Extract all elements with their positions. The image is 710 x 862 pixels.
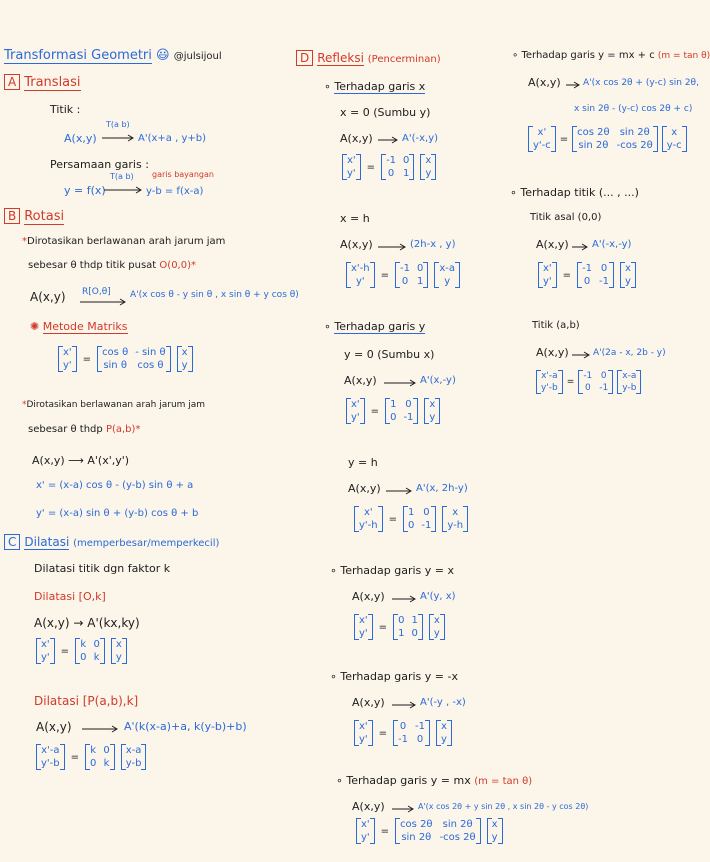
refleksi-y-title: Terhadap garis y — [334, 320, 426, 333]
section-a-title: Translasi — [24, 75, 81, 90]
matrix-entry: -1 — [583, 371, 593, 381]
refleksi-titik-asal: Titik asal (0,0) — [530, 212, 602, 223]
matrix-dilation — [85, 744, 115, 770]
refleksi-titik-asal-rhs: A'(-x,-y) — [592, 239, 632, 250]
matrix-reflection — [578, 370, 613, 394]
matrix-entry: y — [491, 832, 498, 843]
matrix-entry: -1 — [403, 412, 414, 423]
refleksi-ymxc-heading: ∘ Terhadap garis y = mx + c (m = tan θ) — [512, 50, 710, 61]
matrix-entry: y'-b — [541, 383, 558, 393]
refleksi-titik-ab-rhs: A'(2a - x, 2b - y) — [593, 348, 666, 358]
matrix-vector — [617, 370, 641, 394]
matrix-entry: 0 — [600, 371, 607, 381]
matrix-entry: sin θ — [103, 360, 127, 371]
matrix-entry: 0 — [584, 383, 591, 393]
matrix-entry: cos 2θ — [400, 819, 433, 830]
matrix-entry: 0 — [405, 399, 412, 410]
matrix-vector — [420, 154, 436, 180]
matrix-entry: 0 — [103, 745, 110, 756]
matrix-entry: -1 — [421, 520, 432, 531]
matrix-entry: x' — [63, 347, 72, 358]
matrix-reflection — [393, 720, 430, 746]
section-d-heading — [296, 50, 441, 66]
rotasi-rhs: A'(x cos θ - y sin θ , x sin θ + y cos θ) — [130, 290, 299, 300]
refleksi-ynx-title: Terhadap garis y = -x — [340, 670, 458, 683]
equals-sign: = — [378, 727, 388, 739]
refleksi-ymxc-matrix — [528, 126, 687, 152]
refleksi-x-matrix2 — [346, 262, 460, 288]
refleksi-y-heading: ∘ Terhadap garis y — [324, 320, 426, 333]
matrix-reflection — [395, 818, 481, 844]
refleksi-ymx-rhs: A'(x cos 2θ + y sin 2θ , x sin 2θ - y cos 2θ) — [418, 802, 589, 811]
refleksi-ymx-title: Terhadap garis y = mx — [346, 774, 471, 787]
matrix-entry: y' — [361, 832, 370, 843]
matrix-entry: y'-c — [533, 140, 551, 151]
refleksi-yx-heading: ∘ Terhadap garis y = x — [330, 564, 455, 577]
refleksi-ymxc-rhs-1: A'(x cos 2θ + (y-c) sin 2θ, — [583, 78, 699, 88]
section-d-box: D — [296, 50, 313, 66]
refleksi-ynx-lhs: A(x,y) — [352, 696, 385, 709]
matrix-entry: x' — [351, 399, 360, 410]
matrix-entry: y — [115, 652, 122, 663]
matrix-entry: -1 — [599, 383, 609, 393]
refleksi-y-map1-lhs: A(x,y) — [344, 374, 377, 387]
matrix-reflection — [385, 398, 418, 424]
matrix-entry: y — [425, 168, 432, 179]
matrix-entry: y' — [347, 168, 356, 179]
matrix-entry: x-a — [439, 263, 456, 274]
matrix-entry: 0 — [583, 276, 591, 287]
matrix-rotation — [97, 346, 171, 372]
refleksi-x-map2-lhs: A(x,y) — [340, 238, 373, 251]
matrix-lhs — [342, 154, 361, 180]
refleksi-x-map1-rhs: A'(-x,y) — [402, 133, 439, 144]
matrix-dilation — [75, 638, 105, 664]
arrow-icon — [392, 805, 416, 813]
arrow-icon — [102, 134, 136, 142]
rotasi-arrow-label: R[O,θ] — [82, 287, 111, 297]
rotasi-line-1-text: Dirotasikan berlawanan arah jarum jam — [27, 236, 226, 247]
matrix-reflection — [577, 262, 614, 288]
rotasi-line-4: sebesar θ thdp P(a,b)* — [28, 424, 141, 435]
equals-sign: = — [378, 621, 388, 633]
refleksi-y-map1-rhs: A'(x,-y) — [420, 375, 456, 386]
matrix-entry: 0 — [423, 507, 430, 518]
translasi-titik-lhs: A(x,y) — [64, 132, 97, 145]
matrix-vector — [177, 346, 193, 372]
metode-matriks-title: Metode Matriks — [42, 320, 128, 333]
matrix-entry: 0 — [600, 263, 608, 274]
rotasi-line-1: *Dirotasikan berlawanan arah jarum jam — [22, 236, 226, 247]
matrix-entry: 0 — [408, 520, 415, 531]
matrix-reflection — [393, 614, 423, 640]
equals-sign: = — [562, 269, 572, 281]
arrow-icon — [82, 725, 120, 733]
matrix-entry: 0 — [387, 168, 395, 179]
dilatasi-o-map: A(x,y) → A'(kx,ky) — [34, 616, 140, 630]
matrix-entry: 0 — [90, 758, 97, 769]
refleksi-y-matrix2 — [354, 506, 468, 532]
refleksi-titik-ab-matrix — [536, 370, 641, 394]
matrix-entry: x — [491, 819, 498, 830]
arrow-icon — [392, 595, 418, 603]
rotasi-center: O(0,0) — [159, 260, 191, 271]
equals-sign: = — [388, 513, 398, 525]
refleksi-x-map2-rhs: (2h-x , y) — [410, 239, 456, 250]
matrix-entry: y — [444, 276, 451, 287]
equals-sign: = — [82, 353, 92, 365]
matrix-entry: x — [433, 615, 440, 626]
matrix-entry: -1 — [400, 263, 410, 274]
refleksi-x-matrix1 — [342, 154, 436, 180]
arrow-icon — [378, 243, 408, 251]
arrow-icon — [572, 243, 590, 251]
arrow-icon — [572, 351, 592, 359]
translasi-titik-arrow-label: T(a b) — [106, 120, 130, 129]
matrix-entry: x' — [359, 615, 368, 626]
refleksi-ymx-heading: ∘ Terhadap garis y = mx (m = tan θ) — [336, 774, 533, 787]
section-c-subtitle: (memperbesar/memperkecil) — [73, 538, 220, 549]
matrix-entry: y-h — [447, 520, 464, 531]
matrix-entry: x'-a — [541, 371, 558, 381]
matrix-entry: 1 — [411, 615, 418, 626]
refleksi-y-map2-lhs: A(x,y) — [348, 482, 381, 495]
rotasi-line-3: *Dirotasikan berlawanan arah jarum jam — [22, 400, 206, 410]
matrix-entry: x — [181, 347, 188, 358]
arrow-icon — [392, 701, 418, 709]
translasi-garis-arrow-label: T(a b) — [110, 172, 134, 181]
matrix-entry: cos 2θ — [577, 127, 610, 138]
rotasi-line-4-text: sebesar θ thdp — [28, 424, 103, 435]
refleksi-ynx-rhs: A'(-y , -x) — [420, 697, 466, 708]
matrix-vector — [442, 506, 468, 532]
matrix-vector — [434, 262, 460, 288]
matrix-entry: y' — [351, 412, 360, 423]
titik-label: Titik : — [50, 103, 81, 116]
refleksi-titik-ab-lhs: A(x,y) — [536, 346, 569, 359]
matrix-entry: x' — [361, 819, 370, 830]
equals-sign: = — [380, 825, 390, 837]
matrix-entry: 0 — [398, 615, 405, 626]
matrix-entry: sin 2θ — [619, 127, 650, 138]
refleksi-x-line1: x = 0 (Sumbu y) — [340, 106, 431, 119]
refleksi-x-line3: x = h — [340, 212, 370, 225]
matrix-entry: x' — [41, 639, 50, 650]
refleksi-ymxc-title: Terhadap garis y = mx + c — [521, 50, 655, 61]
section-a-heading — [4, 74, 81, 90]
matrix-entry: y' — [63, 360, 72, 371]
matrix-entry: x' — [359, 721, 368, 732]
matrix-lhs — [58, 346, 77, 372]
matrix-entry: 0 — [416, 734, 424, 745]
matrix-lhs — [354, 720, 373, 746]
equals-sign: = — [380, 269, 390, 281]
arrow-icon — [378, 136, 400, 144]
matrix-entry: y — [429, 412, 436, 423]
refleksi-ymx-matrix — [356, 818, 503, 844]
refleksi-ynx-heading: ∘ Terhadap garis y = -x — [330, 670, 458, 683]
matrix-entry: k — [90, 745, 97, 756]
matrix-entry: x — [671, 127, 678, 138]
matrix-entry: y — [181, 360, 188, 371]
refleksi-ynx-matrix — [354, 720, 452, 746]
refleksi-yx-matrix — [354, 614, 445, 640]
refleksi-titik-ab: Titik (a,b) — [532, 320, 580, 331]
dilatasi-p-matrix — [36, 744, 146, 770]
translasi-titik-rhs: A'(x+a , y+b) — [138, 133, 206, 144]
arrow-icon — [386, 487, 414, 495]
matrix-entry: -1 — [386, 155, 397, 166]
matrix-entry: -1 — [599, 276, 610, 287]
matrix-entry: 0 — [390, 412, 397, 423]
matrix-entry: y' — [359, 734, 368, 745]
rotasi-matrix — [58, 346, 193, 372]
refleksi-y-matrix1 — [346, 398, 440, 424]
refleksi-ymx-note: (m = tan θ) — [474, 776, 533, 787]
matrix-lhs — [528, 126, 556, 152]
matrix-entry: x — [441, 721, 447, 732]
title-text: Transformasi Geometri — [4, 48, 152, 63]
refleksi-x-heading: ∘ Terhadap garis x — [324, 80, 426, 93]
matrix-entry: x'-a — [41, 745, 60, 756]
section-b-heading — [4, 208, 64, 224]
rotasi-line-2-text: sebesar θ thdp titik pusat — [28, 260, 157, 271]
matrix-entry: x — [425, 155, 432, 166]
matrix-vector — [620, 262, 636, 288]
equals-sign: = — [559, 133, 569, 145]
equals-sign: = — [566, 377, 575, 387]
refleksi-yx-rhs: A'(y, x) — [420, 591, 456, 602]
matrix-entry: -1 — [415, 721, 426, 732]
matrix-entry: x — [115, 639, 122, 650]
rotasi-y-formula: y' = (x-a) sin θ + (y-b) cos θ + b — [36, 508, 199, 519]
matrix-vector — [121, 744, 147, 770]
matrix-entry: -1 — [582, 263, 593, 274]
equals-sign: = — [60, 645, 70, 657]
equals-sign: = — [370, 405, 380, 417]
matrix-entry: sin 2θ — [442, 819, 473, 830]
refleksi-ymxc-note: (m = tan θ) — [657, 51, 710, 61]
page-title — [4, 48, 222, 63]
refleksi-titik-heading: ∘ Terhadap titik (... , ...) — [510, 186, 639, 199]
section-b-box: B — [4, 208, 20, 224]
matrix-entry: -1 — [398, 734, 409, 745]
arrow-icon — [566, 81, 582, 89]
garis-bayangan-note: garis bayangan — [152, 170, 214, 179]
author-handle: @julsijoul — [173, 51, 222, 62]
rotasi-lhs: A(x,y) — [30, 290, 66, 304]
matrix-lhs — [354, 506, 383, 532]
matrix-entry: cos θ — [137, 360, 164, 371]
matrix-entry: x' — [347, 155, 356, 166]
matrix-entry: -cos 2θ — [439, 832, 476, 843]
matrix-entry: x-a — [125, 745, 142, 756]
translasi-garis-rhs: y-b = f(x-a) — [146, 186, 204, 197]
matrix-vector — [662, 126, 687, 152]
matrix-entry: sin 2θ — [401, 832, 432, 843]
rotasi-point: P(a,b) — [105, 424, 136, 435]
matrix-entry: y — [625, 276, 631, 287]
matrix-lhs — [346, 262, 375, 288]
refleksi-titik-asal-lhs: A(x,y) — [536, 238, 569, 251]
matrix-entry: y' — [355, 276, 365, 287]
matrix-entry: sin 2θ — [578, 140, 609, 151]
rotasi-line-3-text: Dirotasikan berlawanan arah jarum jam — [26, 400, 206, 410]
matrix-entry: k — [93, 652, 100, 663]
refleksi-y-map2-rhs: A'(x, 2h-y) — [416, 483, 468, 494]
refleksi-yx-title: Terhadap garis y = x — [340, 564, 455, 577]
rotasi-general-map: A(x,y) ⟶ A'(x',y') — [32, 454, 130, 467]
refleksi-ymxc-lhs: A(x,y) — [528, 76, 561, 89]
section-d-subtitle: (Pencerminan) — [367, 54, 441, 65]
refleksi-ymxc-rhs-2: x sin 2θ - (y-c) cos 2θ + c) — [574, 104, 693, 114]
matrix-entry: x' — [537, 127, 547, 138]
matrix-entry: 0 — [93, 639, 100, 650]
matrix-entry: x — [429, 399, 436, 410]
matrix-entry: cos θ — [102, 347, 129, 358]
metode-matriks-heading — [30, 320, 128, 333]
refleksi-titik-title: Terhadap titik (... , ...) — [520, 186, 639, 199]
section-c-title: Dilatasi — [24, 535, 70, 549]
matrix-lhs — [356, 818, 375, 844]
matrix-entry: 0 — [403, 155, 410, 166]
matrix-entry: 1 — [417, 276, 424, 287]
matrix-entry: k — [103, 758, 110, 769]
matrix-entry: 0 — [401, 276, 409, 287]
matrix-entry: x' — [363, 507, 373, 518]
arrow-icon — [80, 298, 128, 306]
refleksi-ymx-lhs: A(x,y) — [352, 800, 385, 813]
dilatasi-p-lhs: A(x,y) — [36, 720, 72, 734]
matrix-vector — [436, 720, 452, 746]
rotasi-line-2: sebesar θ thdp titik pusat O(0,0)* — [28, 260, 196, 271]
rotasi-x-formula: x' = (x-a) cos θ - (y-b) sin θ + a — [36, 480, 194, 491]
matrix-entry: 1 — [398, 628, 405, 639]
matrix-lhs — [346, 398, 365, 424]
section-c-heading — [4, 534, 219, 550]
matrix-lhs — [354, 614, 373, 640]
equals-sign: = — [70, 751, 80, 763]
matrix-reflection — [395, 262, 428, 288]
matrix-entry: y' — [41, 652, 50, 663]
dilatasi-o-matrix — [36, 638, 127, 664]
persamaan-garis-label: Persamaan garis : — [50, 158, 149, 171]
matrix-vector — [424, 398, 440, 424]
arrow-icon — [104, 186, 144, 194]
matrix-entry: y' — [359, 628, 368, 639]
matrix-entry: 0 — [417, 263, 424, 274]
refleksi-titik-asal-matrix — [538, 262, 636, 288]
arrow-icon — [384, 379, 418, 387]
matrix-entry: k — [80, 639, 87, 650]
matrix-entry: y — [441, 734, 447, 745]
matrix-vector — [487, 818, 503, 844]
dilatasi-intro: Dilatasi titik dgn faktor k — [34, 562, 171, 575]
matrix-entry: y — [433, 628, 440, 639]
matrix-reflection — [572, 126, 658, 152]
matrix-entry: 1 — [390, 399, 397, 410]
matrix-lhs — [538, 262, 557, 288]
matrix-entry: y' — [543, 276, 552, 287]
matrix-entry: 0 — [80, 652, 87, 663]
matrix-entry: x — [452, 507, 459, 518]
translasi-garis-lhs: y = f(x) — [64, 184, 106, 197]
matrix-entry: 1 — [403, 168, 410, 179]
matrix-vector — [429, 614, 445, 640]
matrix-entry: y-b — [622, 383, 637, 393]
section-a-box: A — [4, 74, 20, 90]
matrix-entry: - sin θ — [135, 347, 166, 358]
refleksi-x-title: Terhadap garis x — [334, 80, 426, 93]
section-d-title: Refleksi — [317, 51, 364, 65]
dilatasi-p-rhs: A'(k(x-a)+a, k(y-b)+b) — [124, 720, 247, 733]
refleksi-y-line3: y = h — [348, 456, 378, 469]
matrix-entry: x'-h — [351, 263, 370, 274]
equals-sign: = — [366, 161, 376, 173]
matrix-entry: y'-h — [359, 520, 378, 531]
matrix-reflection — [403, 506, 436, 532]
matrix-entry: x' — [543, 263, 552, 274]
matrix-entry: -cos 2θ — [616, 140, 653, 151]
section-b-title: Rotasi — [24, 209, 65, 224]
dilatasi-p-heading: Dilatasi [P(a,b),k] — [34, 694, 139, 708]
matrix-entry: y'-b — [41, 758, 60, 769]
lightbulb-icon: ✺ — [30, 320, 40, 333]
refleksi-y-line1: y = 0 (Sumbu x) — [344, 348, 435, 361]
dilatasi-o-heading: Dilatasi [O,k] — [34, 590, 106, 603]
matrix-entry: 0 — [411, 628, 418, 639]
smile-emoji: 😃 — [156, 48, 170, 63]
matrix-entry: y-c — [666, 140, 682, 151]
refleksi-x-map1-lhs: A(x,y) — [340, 132, 373, 145]
matrix-lhs — [36, 744, 65, 770]
matrix-reflection — [381, 154, 414, 180]
matrix-entry: x — [625, 263, 631, 274]
matrix-lhs — [36, 638, 55, 664]
matrix-lhs — [536, 370, 563, 394]
matrix-entry: x-a — [622, 371, 637, 381]
refleksi-yx-lhs: A(x,y) — [352, 590, 385, 603]
matrix-vector — [111, 638, 127, 664]
matrix-entry: 0 — [399, 721, 407, 732]
matrix-entry: y-b — [125, 758, 142, 769]
matrix-entry: 1 — [408, 507, 415, 518]
section-c-box: C — [4, 534, 20, 550]
